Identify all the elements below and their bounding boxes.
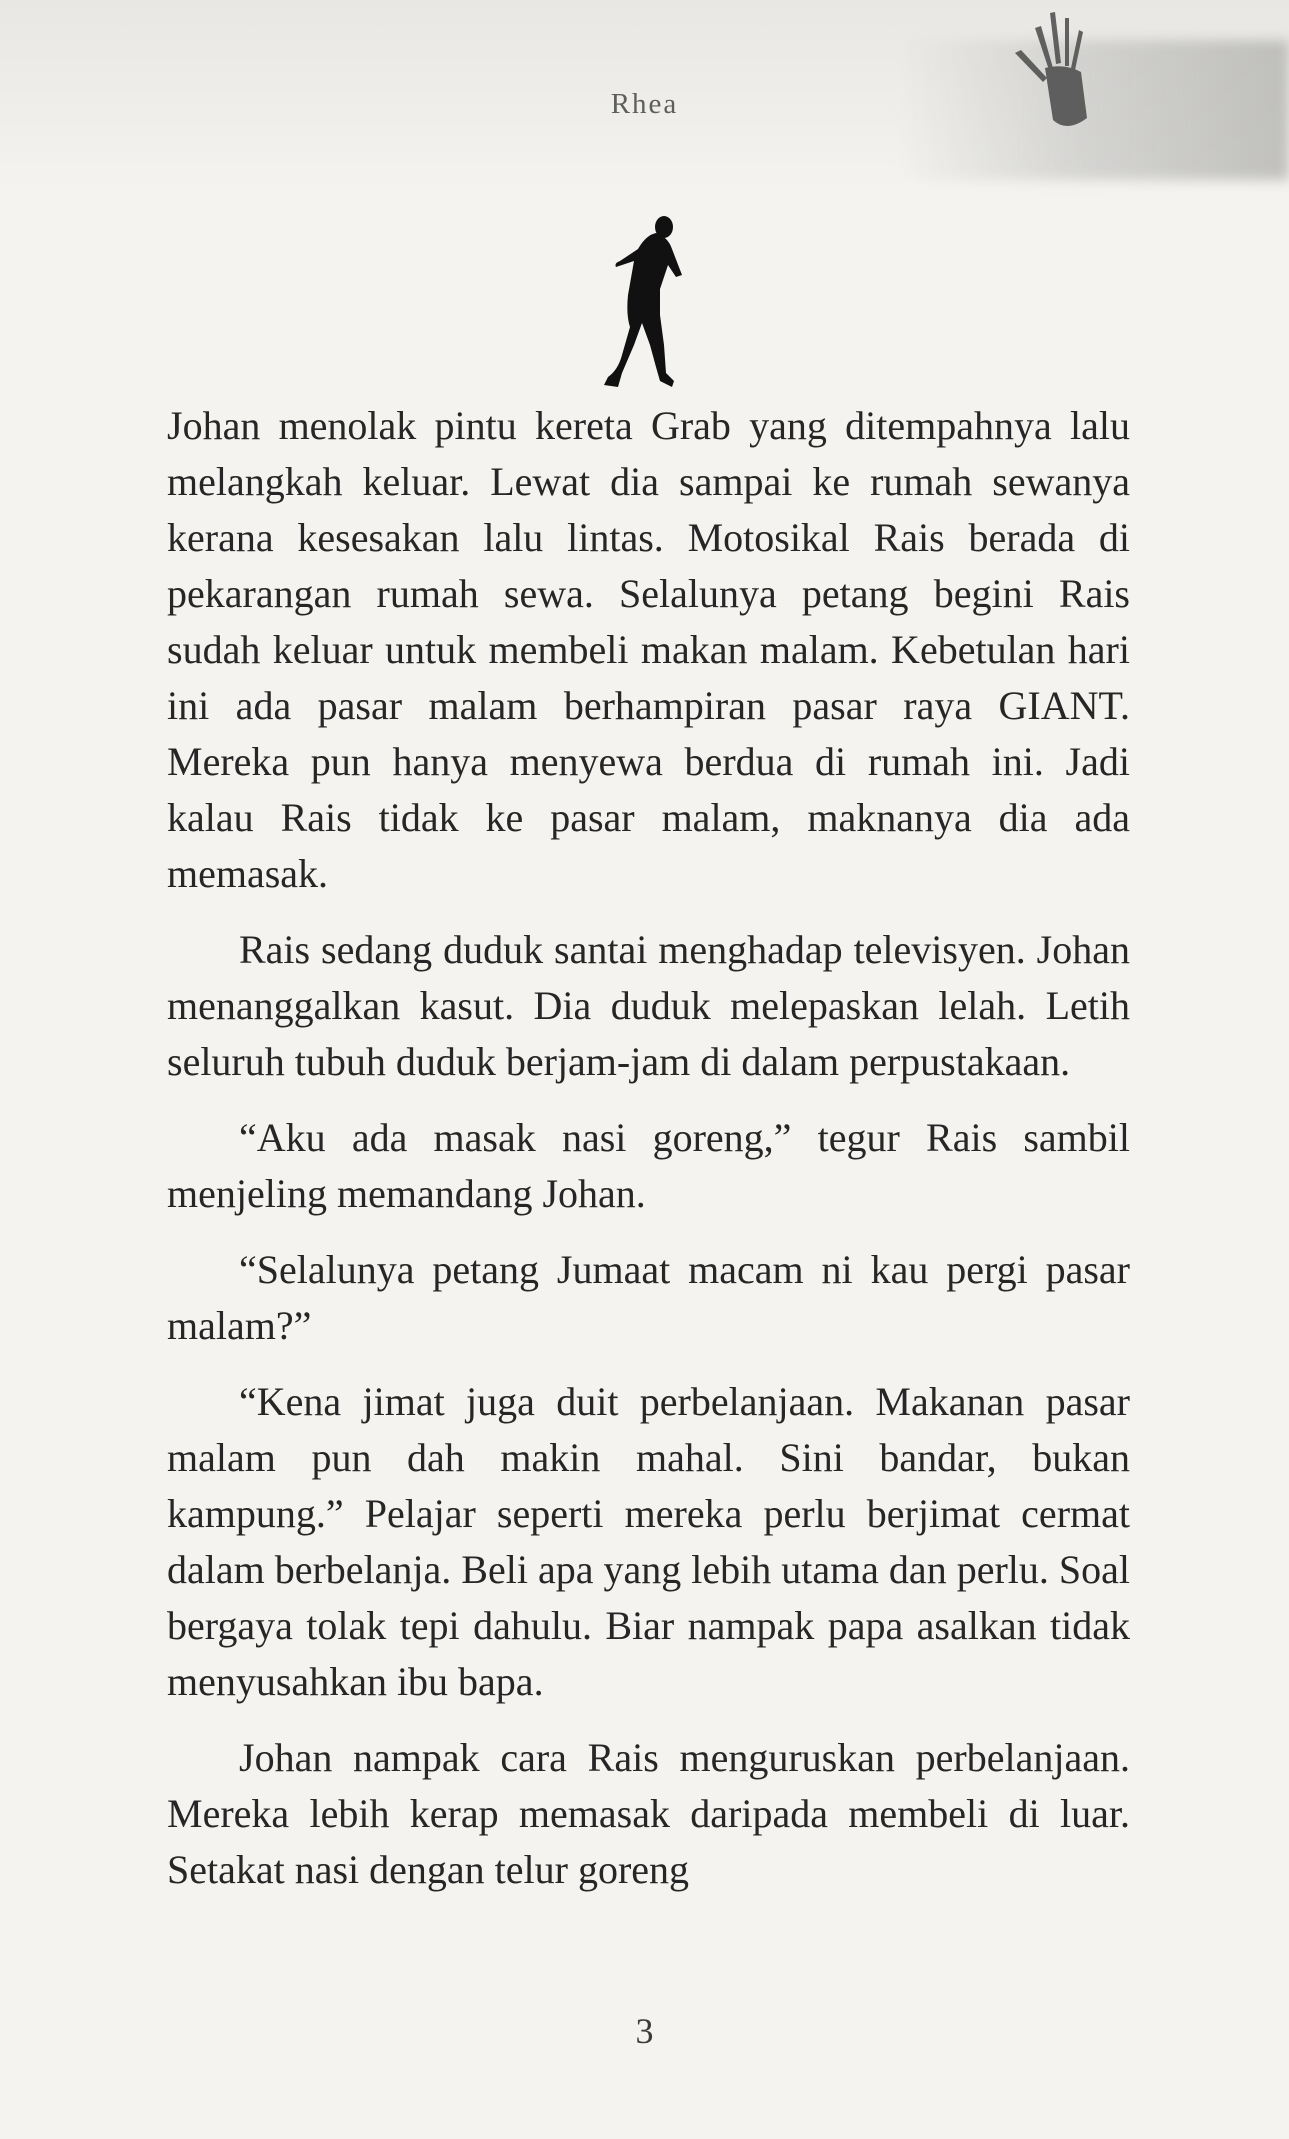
body-text (167, 398, 1130, 1918)
paragraph: Johan nampak cara Rais menguruskan perbelanjaan. Mereka lebih kerap memasak daripada membeli di luar. Setakat nasi dengan telur goreng (167, 1735, 1130, 1892)
page-number: 3 (635, 2011, 654, 2051)
zombie-silhouette-icon (598, 205, 688, 390)
paragraph: “Selalunya petang Jumaat macam ni kau pergi pasar malam?” (167, 1247, 1130, 1348)
paragraph: Johan menolak pintu kereta Grab yang ditempahnya lalu melangkah keluar. Lewat dia sampai ke rumah sewanya kerana kesesakan lalu lintas. Motosikal Rais berada di pekarangan rumah sewa. Selalunya petang begini Rais sudah keluar untuk membeli makan malam. Kebetulan hari ini ada pasar malam berhampiran pasar raya GIANT. Mereka pun hanya menyewa berdua di rumah ini. Jadi kalau Rais tidak ke pasar malam, maknanya dia ada memasak. (167, 403, 1130, 896)
running-head-title: Rhea (610, 88, 679, 120)
paragraph: “Aku ada masak nasi goreng,” tegur Rais sambil menjeling memandang Johan. (167, 1115, 1130, 1216)
paragraph: “Kena jimat juga duit perbelanjaan. Makanan pasar malam pun dah makin mahal. Sini bandar, bukan kampung.” Pelajar seperti mereka perlu berjimat cermat dalam berbelanja. Beli apa yang lebih utama dan perlu. Soal bergaya tolak tepi dahulu. Biar nampak papa asalkan tidak menyusahkan ibu bapa. (167, 1379, 1130, 1704)
paragraph: Rais sedang duduk santai menghadap televisyen. Johan menanggalkan kasut. Dia duduk melepaskan lelah. Letih seluruh tubuh duduk berjam-jam di dalam perpustakaan. (167, 927, 1130, 1084)
